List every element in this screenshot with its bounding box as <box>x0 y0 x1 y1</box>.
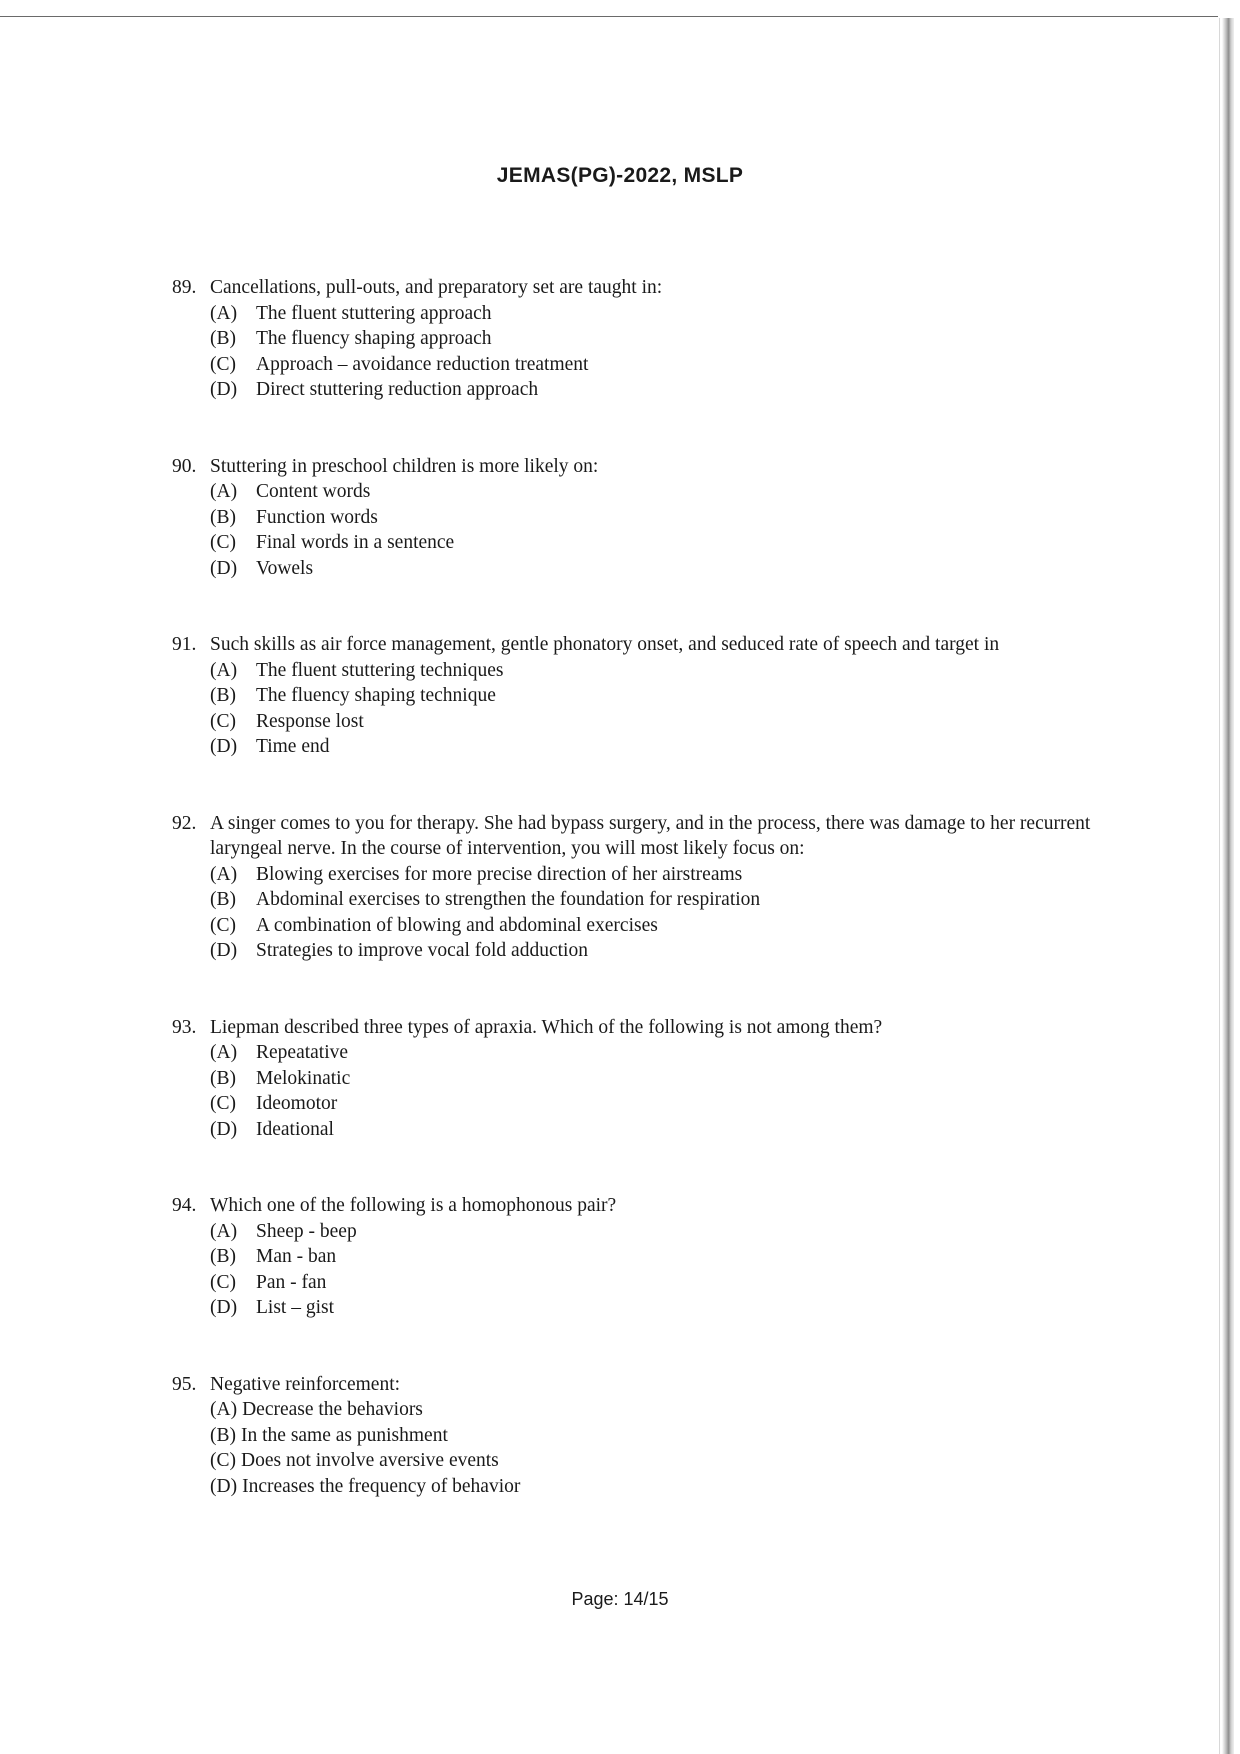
option-b <box>210 1066 1092 1092</box>
option-letter: (D) <box>210 1297 238 1318</box>
option-c <box>210 709 1092 735</box>
option-letter: (A) <box>210 1399 238 1420</box>
option-letter: (B) <box>210 328 236 349</box>
question-stem <box>172 811 1092 862</box>
option-letter: (C) <box>210 1271 236 1293</box>
option-text: Increases the frequency of behavior <box>242 1475 521 1497</box>
question-89 <box>172 275 1092 403</box>
option-d <box>210 1474 1092 1500</box>
option-d <box>210 1295 1092 1321</box>
option-letter: (D) <box>210 379 238 400</box>
option-a <box>210 862 1092 888</box>
option-letter: (B) <box>210 889 236 910</box>
option-a <box>210 301 1092 327</box>
option-a <box>210 1219 1092 1245</box>
option-b <box>210 887 1092 913</box>
option-c <box>210 1448 1092 1474</box>
option-text: Blowing exercises for more precise direction of her airstreams <box>256 863 743 885</box>
page-header <box>0 164 1240 188</box>
question-text: A singer comes to you for therapy. She had bypass surgery, and in the process, there was damage to her recurrent laryngeal nerve. In the course of intervention, you will most likely focus on: <box>210 812 1091 859</box>
option-b <box>210 505 1092 531</box>
option-list <box>210 479 1092 581</box>
option-list <box>210 1397 1092 1499</box>
option-letter: (C) <box>210 532 236 553</box>
option-letter: (C) <box>210 1093 236 1114</box>
question-stem <box>172 454 1092 480</box>
question-number: 89. <box>172 277 197 298</box>
option-letter: (A) <box>210 863 238 885</box>
page-top-border <box>0 16 1218 17</box>
option-b <box>210 326 1092 352</box>
question-text: Such skills as air force management, gentle phonatory onset, and seduced rate of speech and target in <box>210 634 1000 655</box>
option-d <box>210 938 1092 964</box>
option-text: Abdominal exercises to strengthen the foundation for respiration <box>256 889 761 910</box>
option-text: Man - ban <box>256 1246 337 1267</box>
option-text: Melokinatic <box>256 1067 351 1089</box>
question-number: 92. <box>172 812 197 834</box>
question-stem <box>172 1372 1092 1398</box>
question-92 <box>172 811 1092 964</box>
option-letter: (B) <box>210 1246 236 1267</box>
question-text: Negative reinforcement: <box>210 1373 401 1395</box>
option-letter: (A) <box>210 659 238 681</box>
option-letter: (B) <box>210 506 236 528</box>
option-letter: (A) <box>210 1220 238 1242</box>
option-text: Vowels <box>256 557 314 579</box>
option-list <box>210 862 1092 964</box>
option-letter: (D) <box>210 736 238 757</box>
option-letter: (C) <box>210 710 236 732</box>
question-94 <box>172 1193 1092 1321</box>
option-a <box>210 1040 1092 1066</box>
option-text: The fluent stuttering approach <box>256 302 492 324</box>
option-letter: (B) <box>210 1067 236 1089</box>
option-text: Repeatative <box>256 1042 349 1063</box>
question-91 <box>172 632 1092 760</box>
option-d <box>210 377 1092 403</box>
option-list <box>210 658 1092 760</box>
question-number: 93. <box>172 1016 197 1038</box>
question-text: Liepman described three types of apraxia. Which of the following is not among them? <box>210 1016 883 1038</box>
option-letter: (D) <box>210 940 238 961</box>
option-text: The fluency shaping technique <box>256 685 496 706</box>
question-text: Cancellations, pull-outs, and preparatory set are taught in: <box>210 277 663 298</box>
option-letter: (D) <box>210 1475 238 1497</box>
option-text: Pan - fan <box>256 1271 327 1293</box>
question-number: 95. <box>172 1373 197 1395</box>
option-letter: (A) <box>210 302 238 324</box>
option-letter: (D) <box>210 1118 238 1140</box>
question-90 <box>172 454 1092 582</box>
option-text: The fluent stuttering techniques <box>256 659 504 681</box>
option-text: Response lost <box>256 710 364 732</box>
scan-edge-line <box>1219 18 1220 1754</box>
question-text: Which one of the following is a homophonous pair? <box>210 1195 617 1216</box>
option-a <box>210 658 1092 684</box>
option-letter: (C) <box>210 914 236 936</box>
option-text: Time end <box>256 736 330 757</box>
question-stem <box>172 632 1092 658</box>
option-text: Content words <box>256 481 371 502</box>
option-letter: (A) <box>210 1042 238 1063</box>
question-95 <box>172 1372 1092 1500</box>
question-number: 90. <box>172 455 197 477</box>
option-list <box>210 301 1092 403</box>
option-text: Sheep - beep <box>256 1220 357 1242</box>
option-c <box>210 352 1092 378</box>
option-letter: (C) <box>210 353 236 375</box>
question-93 <box>172 1015 1092 1143</box>
option-letter: (A) <box>210 481 238 502</box>
option-d <box>210 556 1092 582</box>
option-text: List – gist <box>256 1297 335 1318</box>
option-a <box>210 1397 1092 1423</box>
option-text: Direct stuttering reduction approach <box>256 379 539 400</box>
option-c <box>210 913 1092 939</box>
exam-title: JEMAS(PG)-2022, MSLP <box>496 164 744 187</box>
question-list <box>172 275 1092 1550</box>
option-b <box>210 1244 1092 1270</box>
page-number: Page: 14/15 <box>571 1589 669 1609</box>
question-number: 91. <box>172 634 197 655</box>
question-text: Stuttering in preschool children is more likely on: <box>210 455 599 477</box>
question-number: 94. <box>172 1195 197 1216</box>
option-text: In the same as punishment <box>241 1424 448 1446</box>
option-text: Ideomotor <box>256 1093 338 1114</box>
option-list <box>210 1219 1092 1321</box>
option-text: Final words in a sentence <box>256 532 455 553</box>
option-text: Does not involve aversive events <box>241 1450 499 1471</box>
option-letter: (B) <box>210 1424 236 1446</box>
option-c <box>210 530 1092 556</box>
option-text: Ideational <box>256 1118 334 1140</box>
option-list <box>210 1040 1092 1142</box>
option-c <box>210 1091 1092 1117</box>
option-text: Approach – avoidance reduction treatment <box>256 353 589 375</box>
option-text: Function words <box>256 506 378 528</box>
option-b <box>210 683 1092 709</box>
option-letter: (B) <box>210 685 236 706</box>
option-text: The fluency shaping approach <box>256 328 492 349</box>
option-text: Strategies to improve vocal fold adduction <box>256 940 588 961</box>
option-c <box>210 1270 1092 1296</box>
question-stem <box>172 1015 1092 1041</box>
option-a <box>210 479 1092 505</box>
scan-edge-shadow <box>1222 18 1234 1754</box>
question-stem <box>172 275 1092 301</box>
option-d <box>210 1117 1092 1143</box>
option-d <box>210 734 1092 760</box>
option-letter: (C) <box>210 1450 236 1471</box>
option-text: Decrease the behaviors <box>242 1399 423 1420</box>
page-footer <box>0 1589 1240 1610</box>
option-text: A combination of blowing and abdominal exercises <box>256 914 658 936</box>
option-b <box>210 1423 1092 1449</box>
option-letter: (D) <box>210 557 238 579</box>
question-stem <box>172 1193 1092 1219</box>
